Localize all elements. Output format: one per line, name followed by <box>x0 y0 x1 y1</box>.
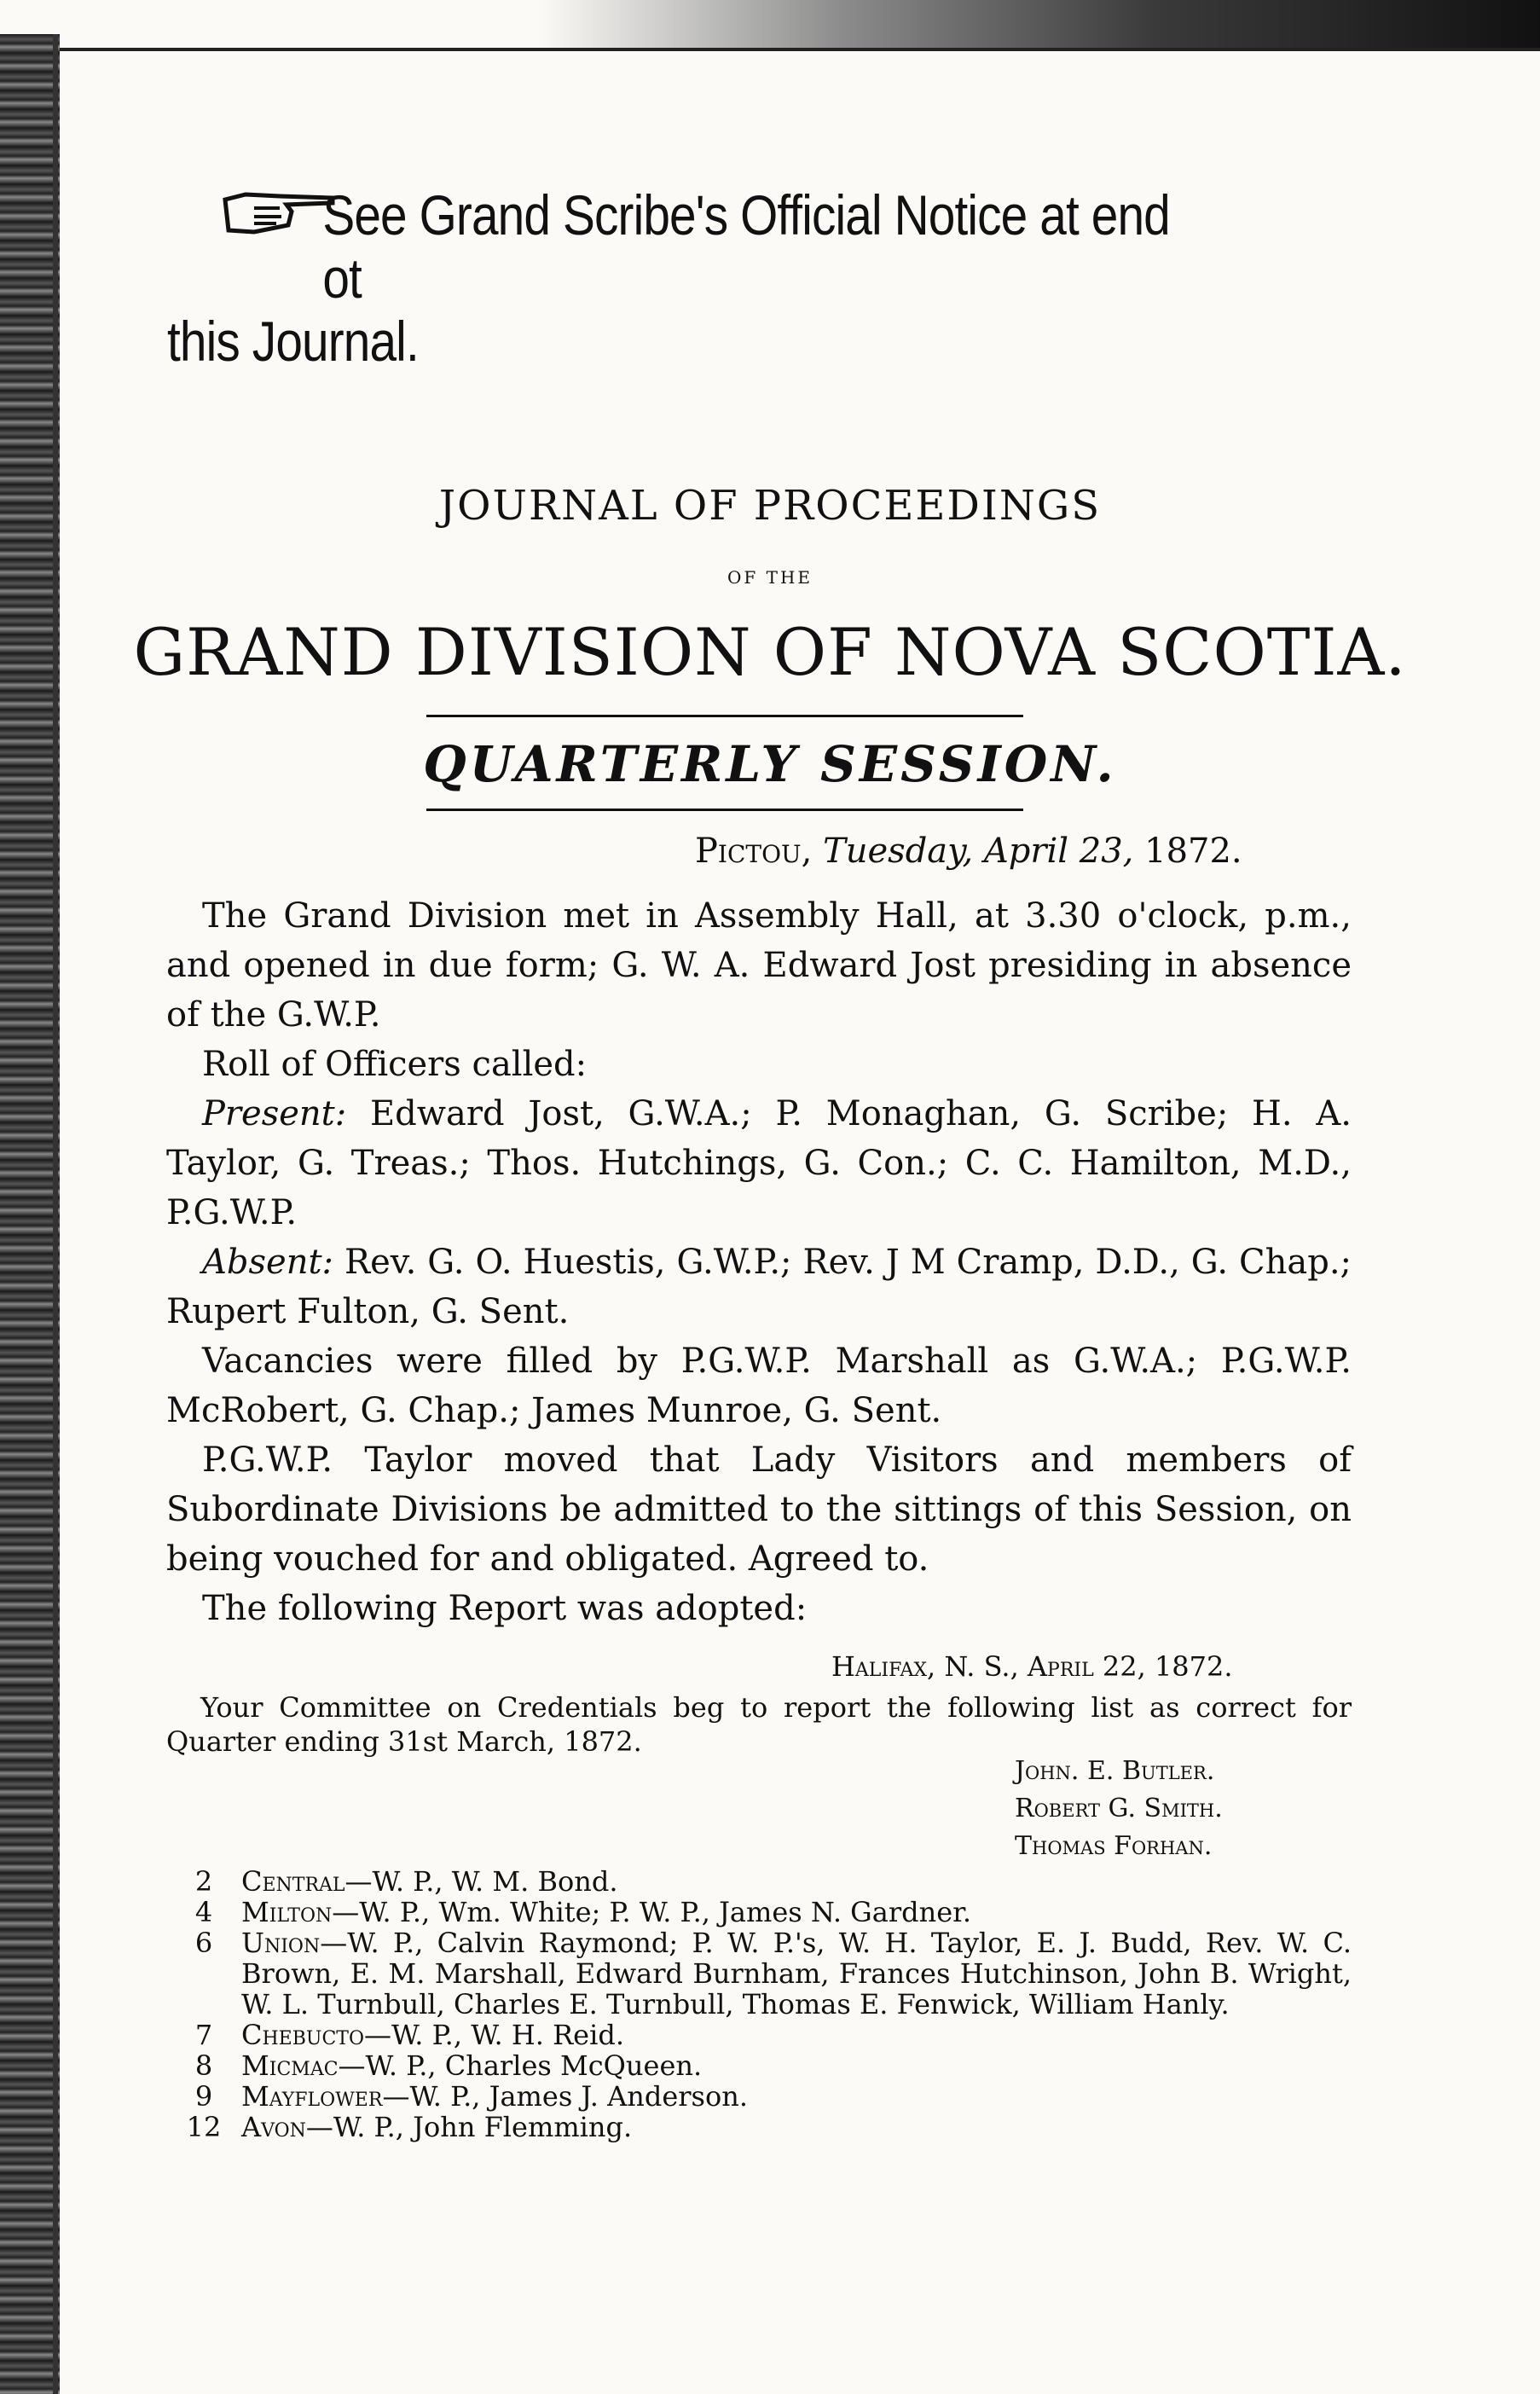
division-number: 7 <box>194 2019 213 2051</box>
dateline-date: Tuesday, April 23, <box>823 832 1134 871</box>
title-rule-bottom <box>426 809 1023 811</box>
list-item <box>166 2112 1352 2142</box>
page-title: GRAND DIVISION OF NOVA SCOTIA. <box>133 614 1407 690</box>
division-entry <box>241 1897 1352 1927</box>
division-text: —W. P., Calvin Raymond; P. W. P.'s, W. H. Taylor, E. J. Budd, Rev. W. C. Brown, E. M. Marshall, Edward Burnham, Frances Hutchinson, John B. Wright, W. L. Turnbull, Charles E. Turnbull, Thomas E. Fenwick, William Hanly. <box>241 1927 1352 2020</box>
division-entry <box>241 1866 1352 1897</box>
division-name: Mayflower <box>241 2080 383 2113</box>
division-entry <box>241 1927 1352 2020</box>
signatory: Robert G. Smith. <box>1015 1794 1223 1823</box>
report-text: Your Committee on Credentials beg to report the following list as correct for Quarter ending 31st March, 1872. <box>166 1691 1352 1758</box>
division-name: Central <box>241 1865 345 1898</box>
division-text: —W. P., James J. Anderson. <box>382 2080 749 2113</box>
proceedings-body <box>166 891 1352 1633</box>
notice-line-2: this Journal. <box>167 310 419 373</box>
paragraph-absent <box>166 1238 1352 1336</box>
title-rule-top <box>426 715 1023 717</box>
paragraph-opening: The Grand Division met in Assembly Hall, at 3.30 o'clock, p.m., and opened in due form; G. W. A. Edward Jost presiding in absence of the G.W.P. <box>166 896 1352 1035</box>
report-signatories <box>1015 1753 1223 1865</box>
signatory: John. E. Butler. <box>1015 1756 1215 1786</box>
division-text: —W. P., Charles McQueen. <box>338 2049 703 2082</box>
scan-top-rule <box>34 48 1540 51</box>
notice-line-1: See Grand Scribe's Official Notice at end ot <box>322 183 1170 310</box>
absent-text: Rev. G. O. Huestis, G.W.P.; Rev. J M Cramp, D.D., G. Chap.; Rupert Fulton, G. Sent. <box>166 1243 1352 1331</box>
list-item <box>166 1927 1352 2020</box>
division-name: Union <box>241 1927 321 1959</box>
division-number: 9 <box>194 2080 213 2113</box>
absent-label: Absent: <box>202 1243 334 1282</box>
division-number: 6 <box>194 1927 213 1959</box>
division-text: —W. P., Wm. White; P. W. P., James N. Gardner. <box>332 1896 972 1928</box>
dateline-year: 1872. <box>1144 832 1242 871</box>
divisions-list <box>166 1866 1352 2142</box>
division-name: Chebucto <box>241 2019 364 2051</box>
paragraph-report-adopted: The following Report was adopted: <box>202 1589 808 1628</box>
list-item <box>166 2020 1352 2050</box>
division-name: Milton <box>241 1896 333 1928</box>
dateline-place: Pictou, <box>695 832 813 871</box>
division-text: —W. P., W. H. Reid. <box>363 2019 624 2051</box>
paragraph-roll: Roll of Officers called: <box>202 1045 588 1084</box>
division-number: 4 <box>194 1896 213 1928</box>
division-name: Avon <box>241 2111 306 2143</box>
division-number: 2 <box>194 1865 213 1898</box>
division-name: Micmac <box>241 2049 339 2082</box>
present-label: Present: <box>202 1094 347 1133</box>
division-entry <box>241 2020 1352 2050</box>
journal-heading: JOURNAL OF PROCEEDINGS <box>438 482 1102 530</box>
scan-left-edge <box>0 34 60 2394</box>
list-item <box>166 1866 1352 1897</box>
division-text: —W. P., John Flemming. <box>305 2111 633 2143</box>
credentials-report <box>166 1690 1352 1759</box>
division-text: —W. P., W. M. Bond. <box>344 1865 618 1898</box>
paragraph-present <box>166 1089 1352 1238</box>
report-place-date: Halifax, N. S., April 22, 1872. <box>831 1650 1233 1683</box>
scan-top-edge <box>0 0 1540 49</box>
division-number: 8 <box>194 2049 213 2082</box>
list-item <box>166 2050 1352 2081</box>
paragraph-vacancies: Vacancies were filled by P.G.W.P. Marshall as G.W.A.; P.G.W.P. McRobert, G. Chap.; James Munroe, G. Sent. <box>166 1342 1352 1430</box>
dateline <box>695 832 1242 871</box>
division-entry <box>241 2112 1352 2142</box>
division-entry <box>241 2050 1352 2081</box>
session-heading: QUARTERLY SESSION. <box>423 735 1117 793</box>
scan-left-edge-line <box>53 34 58 2394</box>
paragraph-motion: P.G.W.P. Taylor moved that Lady Visitors and members of Subordinate Divisions be admitted to the sittings of this Session, on being vouched for and obligated. Agreed to. <box>166 1440 1352 1579</box>
of-the-heading: OF THE <box>727 567 813 588</box>
present-text: Edward Jost, G.W.A.; P. Monaghan, G. Scribe; H. A. Taylor, G. Treas.; Thos. Hutchings, G. Con.; C. C. Hamilton, M.D., P.G.W.P. <box>166 1094 1352 1232</box>
signatory: Thomas Forhan. <box>1015 1831 1213 1861</box>
division-number: 12 <box>186 2111 222 2143</box>
division-entry <box>241 2081 1352 2112</box>
list-item <box>166 1897 1352 1927</box>
list-item <box>166 2081 1352 2112</box>
grand-scribe-notice <box>167 183 1194 373</box>
